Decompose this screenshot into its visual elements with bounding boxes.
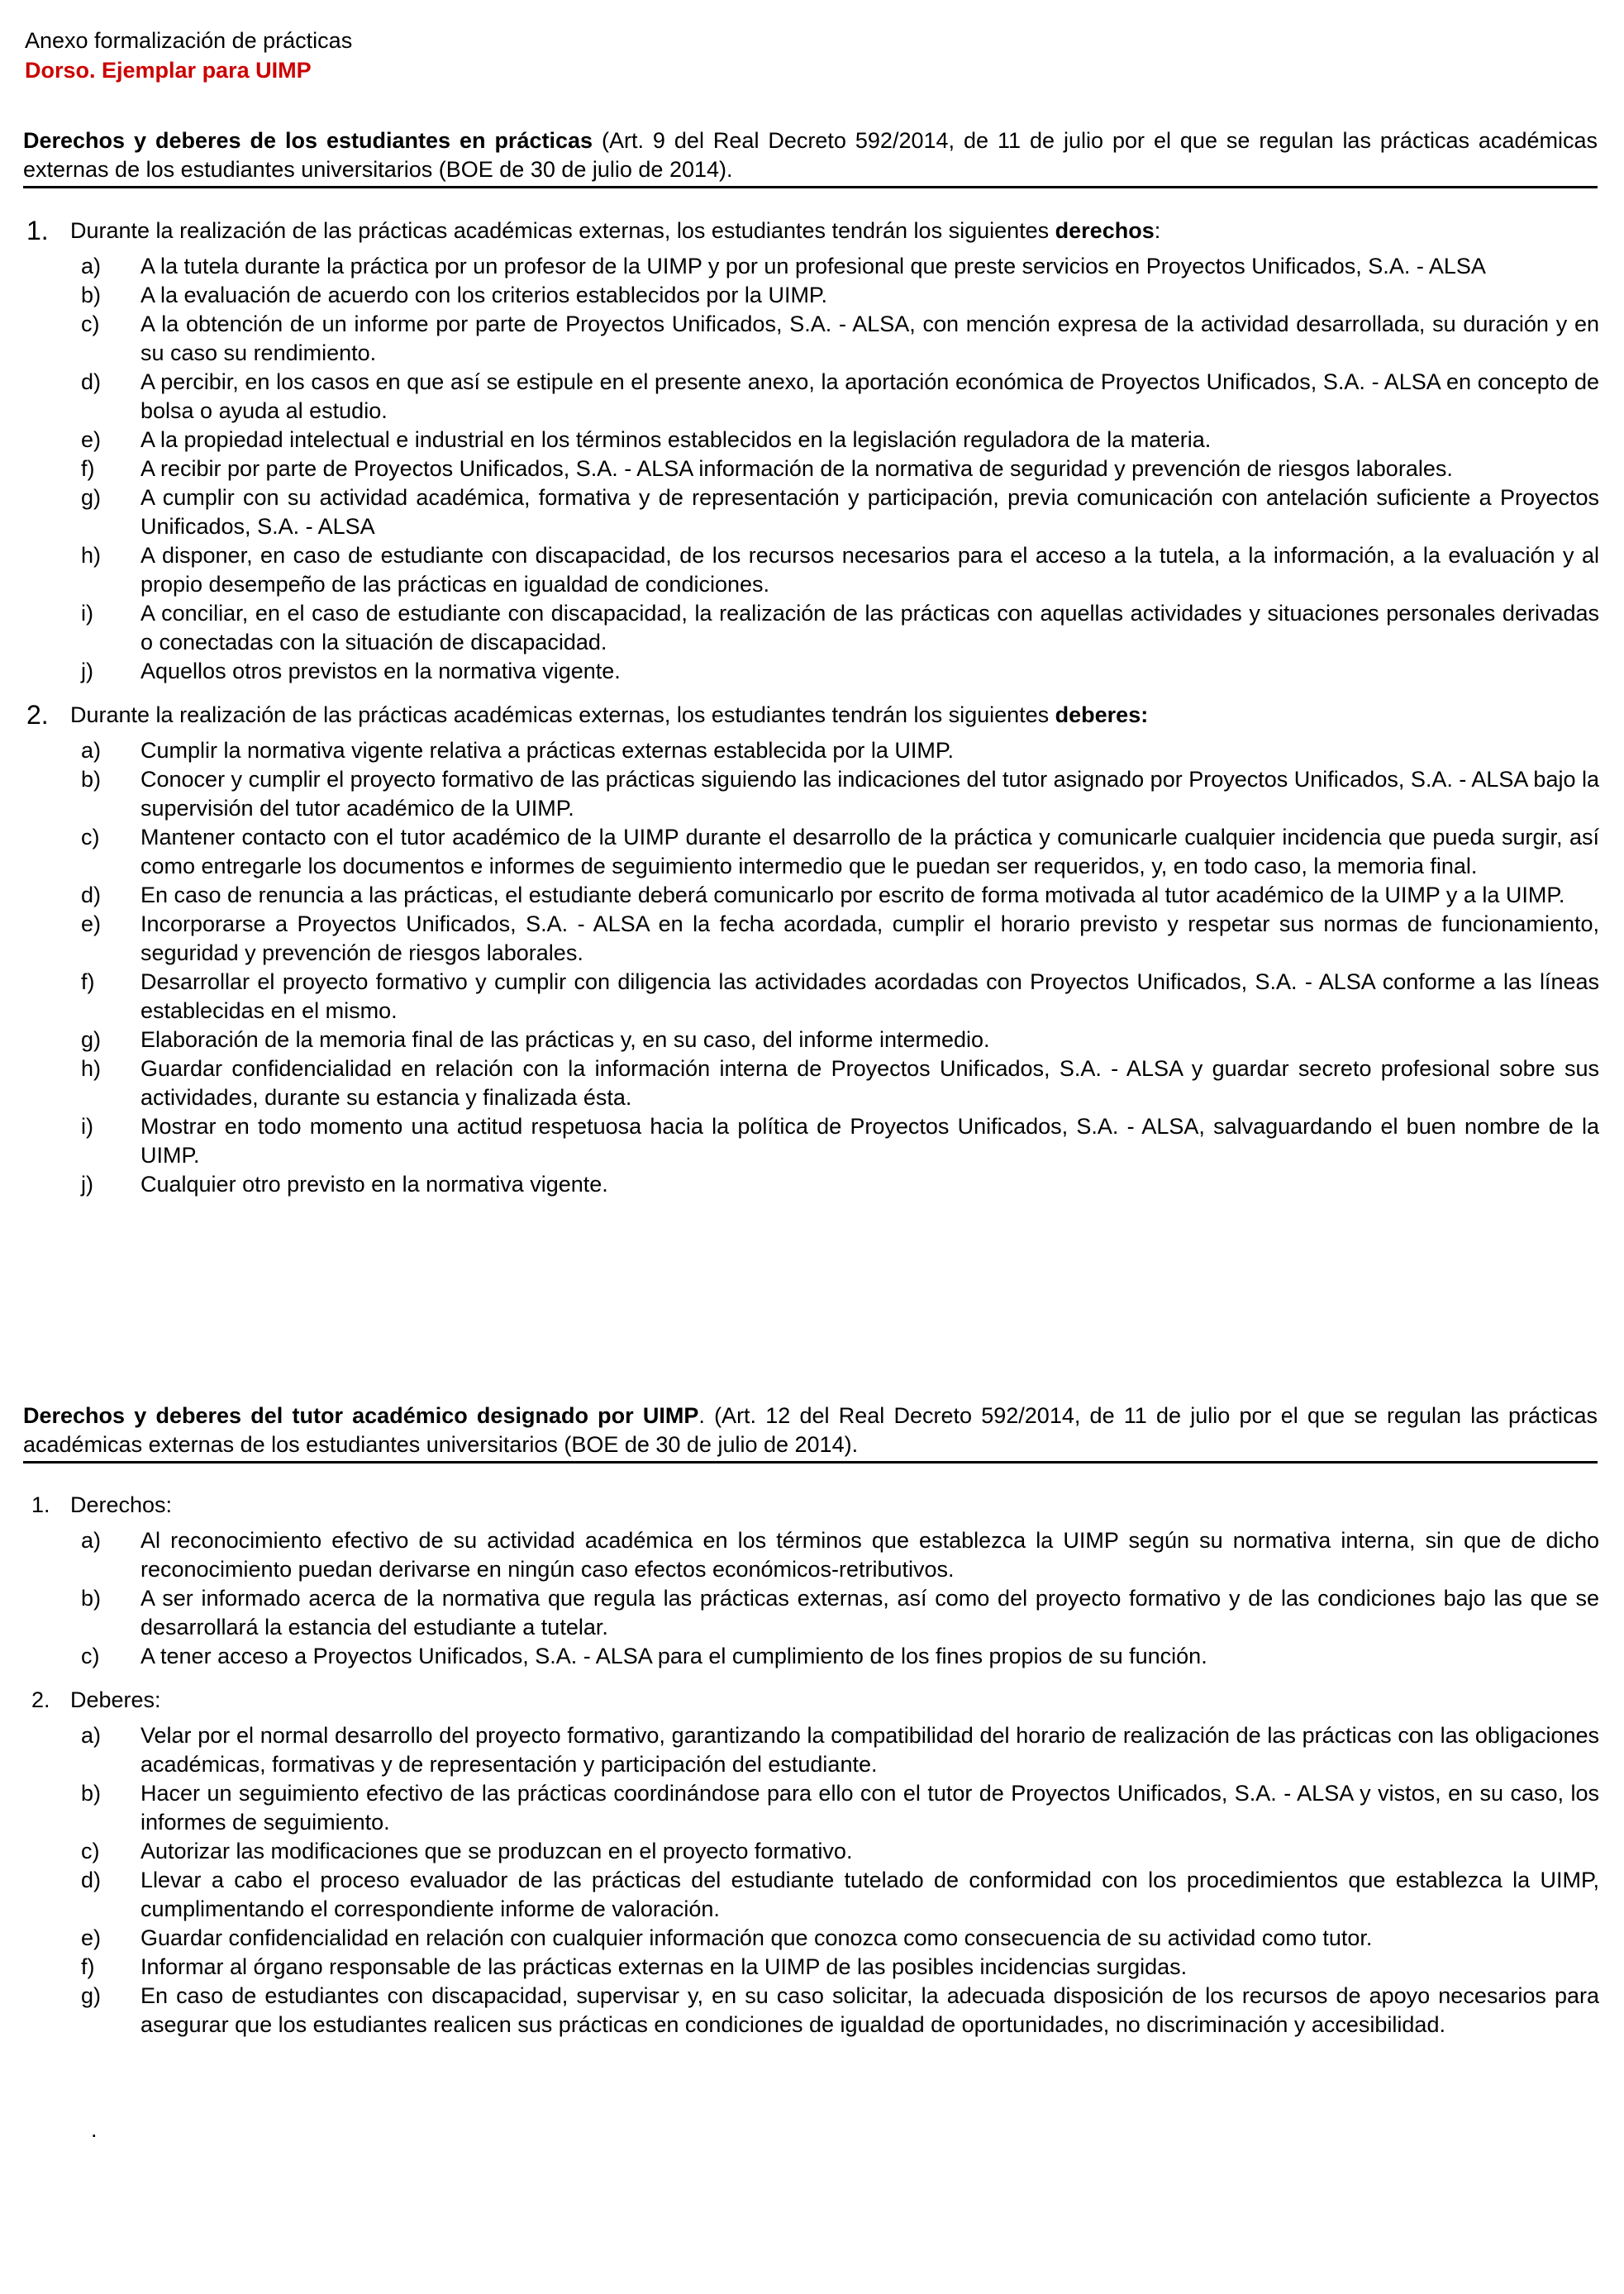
list-letter: h) (81, 1056, 102, 1081)
list-item-text: Informar al órgano responsable de las prácticas externas en la UIMP de las posibles incidencias surgidas. (140, 1954, 1188, 1979)
list-item-text: A tener acceso a Proyectos Unificados, S.A. - ALSA para el cumplimiento de los fines propios de su función. (140, 1644, 1207, 1668)
list-item (25, 1866, 1599, 1924)
list-item (25, 1054, 1599, 1112)
tutor-duties-sublist (25, 1721, 1599, 2039)
list-item (25, 1837, 1599, 1866)
list-item (25, 1642, 1599, 1671)
list-item-text: Mostrar en todo momento una actitud respetuosa hacia la política de Proyectos Unificados, S.A. - ALSA, salvaguardando el buen nombre de la UIMP. (140, 1114, 1599, 1168)
section-tutor-title-bold: Derechos y deberes del tutor académico designado por UIMP (23, 1403, 699, 1428)
list-item (25, 968, 1599, 1026)
list-item (25, 1584, 1599, 1642)
list-letter: a) (81, 738, 102, 763)
list-item (25, 252, 1599, 281)
list-item-text: Autorizar las modificaciones que se produzcan en el proyecto formativo. (140, 1839, 853, 1863)
tutor-duties-item (25, 1686, 1599, 1715)
list-item-text: A recibir por parte de Proyectos Unificados, S.A. - ALSA información de la normativa de seguridad y prevención de riesgos laborales. (140, 456, 1453, 481)
copy-designation: Dorso. Ejemplar para UIMP (25, 58, 312, 83)
list-letter: d) (81, 369, 102, 394)
list-letter: c) (81, 825, 100, 850)
list-item-text: A percibir, en los casos en que así se estipule en el presente anexo, la aportación económica de Proyectos Unificados, S.A. - ALSA en concepto de bolsa o ayuda al estudio. (140, 369, 1599, 423)
list-item (25, 910, 1599, 968)
list-item-text: Desarrollar el proyecto formativo y cumplir con diligencia las actividades acordadas con Proyectos Unificados, S.A. - ALSA conforme a las líneas establecidas en el mismo. (140, 969, 1599, 1023)
list-item-text: A conciliar, en el caso de estudiante con discapacidad, la realización de las prácticas con aquellas actividades y situaciones personales derivadas o conectadas con la situación de discapacidad. (140, 601, 1599, 654)
list-item (25, 368, 1599, 426)
list-letter: j) (81, 1172, 93, 1197)
list-item (25, 1924, 1599, 1953)
item-text-bold: derechos (1055, 218, 1155, 243)
list-letter: b) (81, 1586, 102, 1611)
list-item (25, 1026, 1599, 1054)
tutor-rights-sublist (25, 1526, 1599, 1671)
list-item (25, 1721, 1599, 1779)
list-letter: b) (81, 1781, 102, 1806)
item-text-bold: deberes: (1055, 702, 1149, 727)
students-list (25, 217, 1599, 1204)
list-item-text: A cumplir con su actividad académica, formativa y de representación y participación, previa comunicación con antelación suficiente a Proyectos Unificados, S.A. - ALSA (140, 485, 1599, 539)
list-item (25, 426, 1599, 455)
item-text-end: : (1154, 218, 1161, 243)
section-students-title-rest: (Art. 9 del Real Decreto 592/2014, de 11 de julio por el que se regulan las prácticas académicas externas de los estudiantes universitarios (BOE de 30 de julio de 2014). (23, 128, 1598, 182)
list-item (25, 1112, 1599, 1170)
list-item (25, 881, 1599, 910)
list-item-text: A la propiedad intelectual e industrial en los términos establecidos en la legislación reguladora de la materia. (140, 427, 1212, 452)
section-tutor-title (23, 1402, 1598, 1463)
list-letter: d) (81, 883, 102, 907)
annex-title: Anexo formalización de prácticas (25, 28, 353, 53)
list-letter: a) (81, 1723, 102, 1748)
list-letter: b) (81, 767, 102, 792)
list-item-text: A ser informado acerca de la normativa que regula las prácticas externas, así como del proyecto formativo y de las condiciones bajo las que se desarrollará la estancia del estudiante a tutelar. (140, 1586, 1599, 1640)
students-duties-item (25, 701, 1599, 730)
list-item-text: Aquellos otros previstos en la normativa vigente. (140, 659, 621, 683)
list-item-text: Guardar confidencialidad en relación con cualquier información que conozca como consecuencia de su actividad como tutor. (140, 1925, 1373, 1950)
list-letter: i) (81, 1114, 93, 1139)
list-item (25, 1779, 1599, 1837)
list-item-text: Llevar a cabo el proceso evaluador de las prácticas del estudiante tutelado de conformidad con los procedimientos que establezca la UIMP, cumplimentando el correspondiente informe de valoración. (140, 1868, 1599, 1921)
list-item-text: Mantener contacto con el tutor académico de la UIMP durante el desarrollo de la práctica y comunicarle cualquier incidencia que pueda surgir, así como entregarle los documentos e informes de seguimiento intermedio que le puedan ser requeridos, y, en todo caso, la memoria final. (140, 825, 1599, 878)
list-item-text: En caso de renuncia a las prácticas, el estudiante deberá comunicarlo por escrito de forma motivada al tutor académico de la UIMP y a la UIMP. (140, 883, 1565, 907)
list-item-text: Cualquier otro previsto en la normativa vigente. (140, 1172, 608, 1197)
list-item-text: En caso de estudiantes con discapacidad, supervisar y, en su caso solicitar, la adecuada disposición de los recursos de apoyo necesarios para asegurar que los estudiantes realicen sus prácticas en condiciones de igualdad de oportunidades, no discriminación y accesibilidad. (140, 1983, 1599, 2037)
tutor-rights-item (25, 1491, 1599, 1520)
item-label: Derechos: (70, 1492, 173, 1517)
list-letter: h) (81, 543, 102, 568)
list-item-text: A la tutela durante la práctica por un profesor de la UIMP y por un profesional que preste servicios en Proyectos Unificados, S.A. - ALSA (140, 254, 1486, 278)
students-rights-sublist (25, 252, 1599, 686)
list-letter: g) (81, 485, 102, 510)
item-label: Deberes: (70, 1687, 161, 1712)
list-item-text: A disponer, en caso de estudiante con discapacidad, de los recursos necesarios para el acceso a la tutela, a la información, a la evaluación y al propio desempeño de las prácticas en igualdad de condiciones. (140, 543, 1599, 597)
list-letter: e) (81, 1925, 102, 1950)
list-item (25, 599, 1599, 657)
trailing-mark: . (91, 2117, 98, 2142)
list-number: 1. (31, 1492, 50, 1517)
list-item (25, 310, 1599, 368)
list-letter: f) (81, 1954, 95, 1979)
item-text: Durante la realización de las prácticas académicas externas, los estudiantes tendrán los siguientes (70, 702, 1055, 727)
list-item (25, 281, 1599, 310)
list-item-text: Cumplir la normativa vigente relativa a prácticas externas establecida por la UIMP. (140, 738, 954, 763)
list-letter: e) (81, 911, 102, 936)
list-item (25, 541, 1599, 599)
list-item-text: Elaboración de la memoria final de las prácticas y, en su caso, del informe intermedio. (140, 1027, 990, 1052)
list-item-text: Hacer un seguimiento efectivo de las prácticas coordinándose para ello con el tutor de Proyectos Unificados, S.A. - ALSA y vistos, en su caso, los informes de seguimiento. (140, 1781, 1599, 1835)
list-letter: c) (81, 312, 100, 336)
tutor-list (25, 1491, 1599, 2044)
list-letter: f) (81, 456, 95, 481)
students-rights-item (25, 217, 1599, 245)
list-number: 1. (26, 216, 49, 245)
list-letter: g) (81, 1983, 102, 2008)
list-letter: a) (81, 1528, 102, 1553)
item-text: Durante la realización de las prácticas académicas externas, los estudiantes tendrán los siguientes (70, 218, 1055, 243)
list-item (25, 1170, 1599, 1199)
list-letter: f) (81, 969, 95, 994)
list-letter: e) (81, 427, 102, 452)
list-number: 2. (26, 700, 49, 730)
list-item-text: Incorporarse a Proyectos Unificados, S.A. - ALSA en la fecha acordada, cumplir el horario previsto y respetar sus normas de funcionamiento, seguridad y prevención de riesgos laborales. (140, 911, 1599, 965)
section-students-title (23, 126, 1598, 188)
students-duties-sublist (25, 736, 1599, 1199)
list-letter: j) (81, 659, 93, 683)
list-letter: i) (81, 601, 93, 626)
list-letter: c) (81, 1644, 100, 1668)
list-letter: d) (81, 1868, 102, 1892)
list-number: 2. (31, 1687, 50, 1712)
list-item (25, 736, 1599, 765)
list-item (25, 483, 1599, 541)
list-letter: c) (81, 1839, 100, 1863)
list-item (25, 455, 1599, 483)
list-item-text: A la evaluación de acuerdo con los criterios establecidos por la UIMP. (140, 283, 827, 307)
list-item (25, 765, 1599, 823)
list-item (25, 1953, 1599, 1982)
list-item (25, 657, 1599, 686)
list-letter: b) (81, 283, 102, 307)
section-students-title-bold: Derechos y deberes de los estudiantes en prácticas (23, 128, 593, 153)
list-item (25, 823, 1599, 881)
list-item (25, 1526, 1599, 1584)
list-item-text: Al reconocimiento efectivo de su actividad académica en los términos que establezca la UIMP según su normativa interna, sin que de dicho reconocimiento puedan derivarse en ningún caso efectos económicos-retributivos. (140, 1528, 1599, 1582)
list-item-text: A la obtención de un informe por parte de Proyectos Unificados, S.A. - ALSA, con mención expresa de la actividad desarrollada, su duración y en su caso su rendimiento. (140, 312, 1599, 365)
list-letter: g) (81, 1027, 102, 1052)
list-item-text: Conocer y cumplir el proyecto formativo de las prácticas siguiendo las indicaciones del tutor asignado por Proyectos Unificados, S.A. - ALSA bajo la supervisión del tutor académico de la UIMP. (140, 767, 1599, 821)
list-letter: a) (81, 254, 102, 278)
section-tutor-title-rest: . (Art. 12 del Real Decreto 592/2014, de 11 de julio por el que se regulan las prácticas académicas externas de los estudiantes universitarios (BOE de 30 de julio de 2014). (23, 1403, 1598, 1457)
list-item-text: Velar por el normal desarrollo del proyecto formativo, garantizando la compatibilidad del horario de realización de las prácticas con las obligaciones académicas, formativas y de representación y participación del estudiante. (140, 1723, 1599, 1777)
list-item-text: Guardar confidencialidad en relación con la información interna de Proyectos Unificados, S.A. - ALSA y guardar secreto profesional sobre sus actividades, durante su estancia y finalizada ésta. (140, 1056, 1599, 1110)
list-item (25, 1982, 1599, 2039)
